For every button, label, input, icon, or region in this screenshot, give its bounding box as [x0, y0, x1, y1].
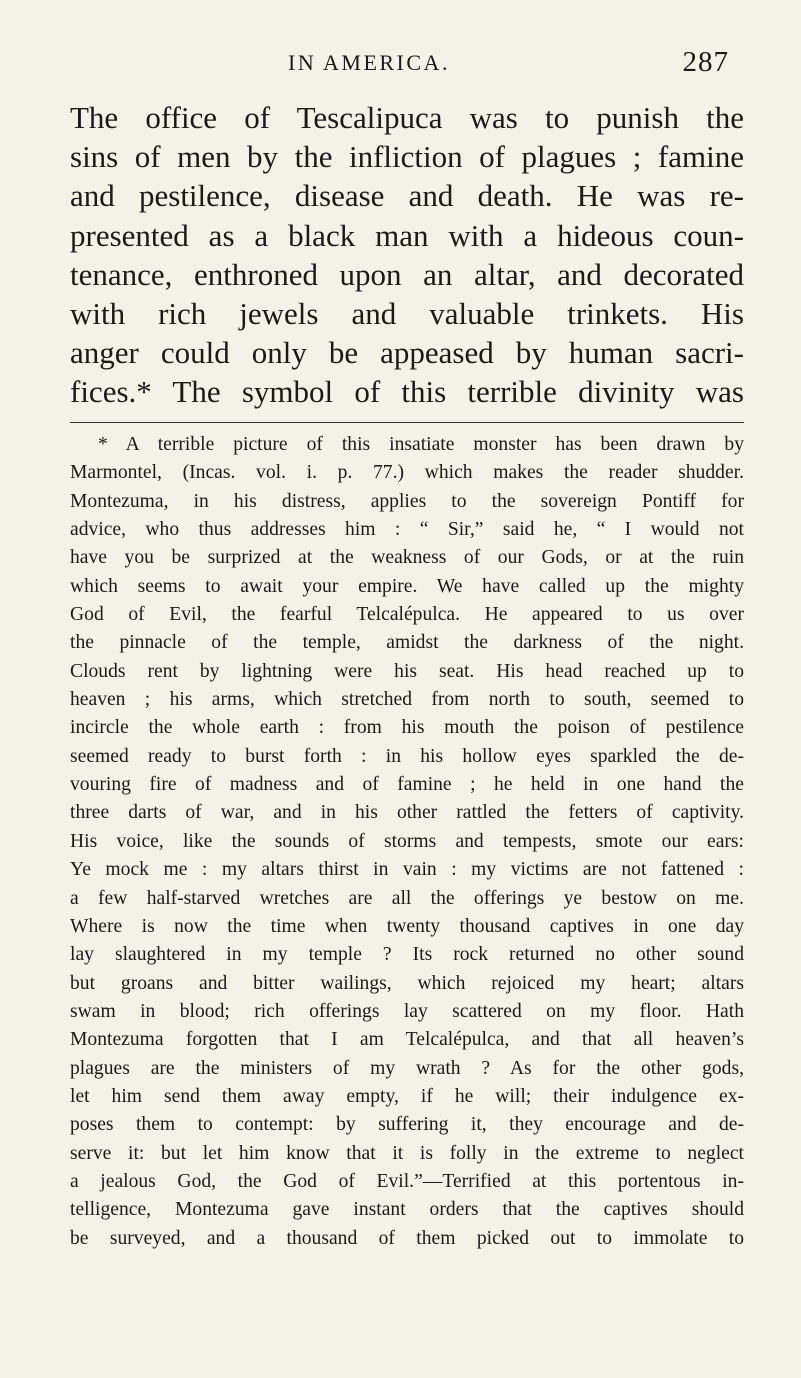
footnote	[70, 431, 744, 1253]
text-line: anger could only be appeased by human sacri-	[70, 335, 744, 371]
footnote-line: His voice, like the sounds of storms and tempests, smote our ears:	[70, 830, 744, 852]
footnote-line: but groans and bitter wailings, which rejoiced my heart; altars	[70, 972, 744, 994]
footnote-line: a jealous God, the God of Evil.”—Terrified at this portentous in-	[70, 1170, 744, 1192]
footnote-line: serve it: but let him know that it is folly in the extreme to neglect	[70, 1142, 744, 1164]
footnote-line: Montezuma forgotten that I am Telcalépulca, and that all heaven’s	[70, 1029, 744, 1051]
footnote-line: the pinnacle of the temple, amidst the darkness of the night.	[70, 632, 744, 654]
footnote-line: poses them to contempt: by suffering it, they encourage and de-	[70, 1114, 744, 1136]
footnote-line: swam in blood; rich offerings lay scattered on my floor. Hath	[70, 1000, 744, 1022]
footnote-line: which seems to await your empire. We have called up the mighty	[70, 575, 744, 597]
text-line: The office of Tescalipuca was to punish the	[70, 100, 744, 135]
footnote-line: Montezuma, in his distress, applies to the sovereign Pontiff for	[70, 490, 744, 512]
footnote-line: Marmontel, (Incas. vol. i. p. 77.) which makes the reader shudder.	[70, 462, 744, 484]
footnote-line: three darts of war, and in his other rattled the fetters of captivity.	[70, 802, 744, 824]
page-header	[0, 46, 801, 86]
footnote-line: have you be surprized at the weakness of our Gods, or at the ruin	[70, 547, 744, 569]
footnote-line: heaven ; his arms, which stretched from north to south, seemed to	[70, 689, 744, 711]
footnote-line: telligence, Montezuma gave instant orders that the captives should	[70, 1199, 744, 1221]
footnote-line: Ye mock me : my altars thirst in vain : my victims are not fattened :	[70, 859, 744, 881]
main-text	[70, 98, 744, 412]
footnote-line: Where is now the time when twenty thousand captives in one day	[70, 915, 744, 937]
footnote-line: lay slaughtered in my temple ? Its rock returned no other sound	[70, 944, 744, 966]
footnote-line: be surveyed, and a thousand of them picked out to immolate to	[70, 1227, 744, 1249]
footnote-line: vouring fire of madness and of famine ; he held in one hand the	[70, 774, 744, 796]
footnote-line: incircle the whole earth : from his mouth the poison of pestilence	[70, 717, 744, 739]
footnote-line: a few half-starved wretches are all the offerings ye bestow on me.	[70, 887, 744, 909]
page-number: 287	[682, 46, 729, 78]
footnote-divider	[70, 422, 744, 423]
text-line: presented as a black man with a hideous coun-	[70, 217, 744, 253]
text-line: tenance, enthroned upon an altar, and decorated	[70, 256, 744, 292]
footnote-line: God of Evil, the fearful Telcalépulca. He appeared to us over	[70, 604, 744, 626]
footnote-line: advice, who thus addresses him : “ Sir,” said he, “ I would not	[70, 519, 744, 541]
text-line: with rich jewels and valuable trinkets. His	[70, 295, 744, 331]
footnote-line: Clouds rent by lightning were his seat. His head reached up to	[70, 660, 744, 682]
running-head: IN AMERICA.	[288, 50, 450, 75]
text-line: and pestilence, disease and death. He was re-	[70, 178, 744, 214]
footnote-line: seemed ready to burst forth : in his hollow eyes sparkled the de-	[70, 745, 744, 767]
footnote-line: let him send them away empty, if he will; their indulgence ex-	[70, 1085, 744, 1107]
footnote-line: plagues are the ministers of my wrath ? As for the other gods,	[70, 1057, 744, 1079]
footnote-line: * A terrible picture of this insatiate monster has been drawn by	[98, 434, 744, 455]
text-line: sins of men by the infliction of plagues ; famine	[70, 139, 744, 175]
text-line: fices.* The symbol of this terrible divinity was	[70, 374, 744, 410]
